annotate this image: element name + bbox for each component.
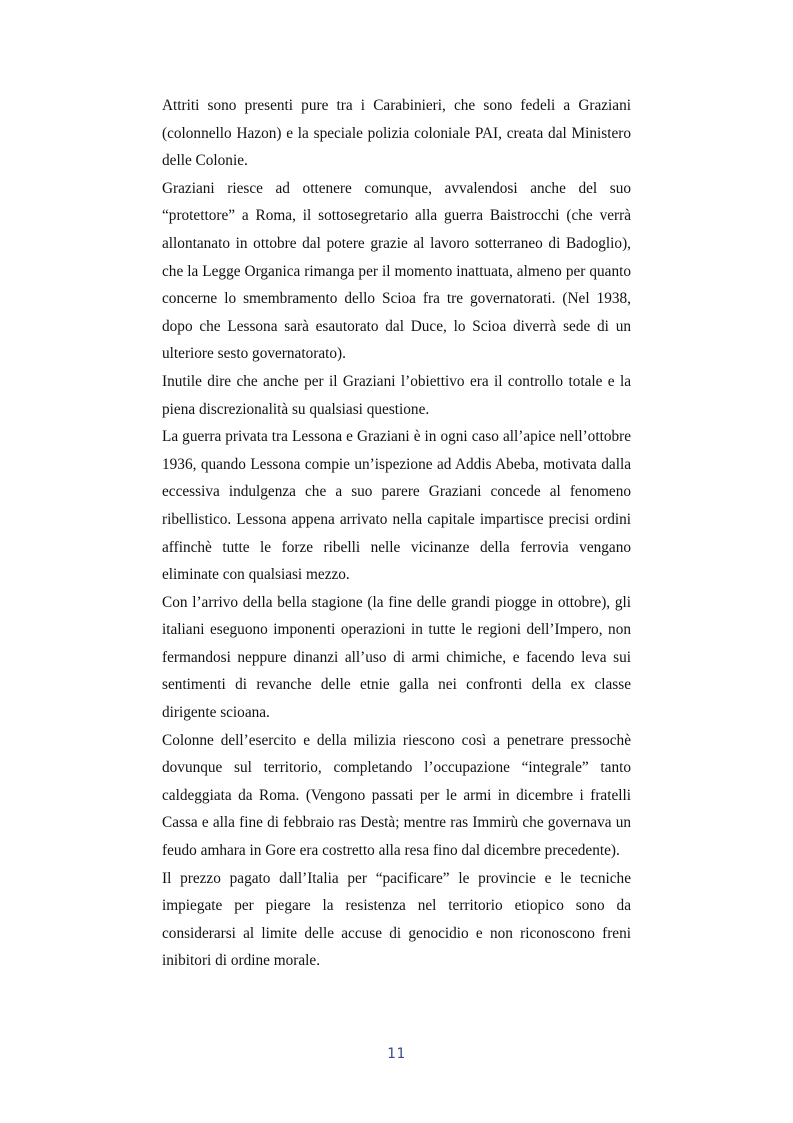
document-body [162,92,631,975]
paragraph-obiettivo: Inutile dire che anche per il Graziani l’obiettivo era il controllo totale e la piena discrezionalità su qualsiasi questione. [162,372,631,418]
page-number: 11 [387,1046,406,1062]
paragraph-bella-stagione: Con l’arrivo della bella stagione (la fine delle grandi piogge in ottobre), gli italiani eseguono imponenti operazioni in tutte le regioni dell’Impero, non fermandosi neppure dinanzi all’uso di armi chimiche, e facendo leva sui sentimenti di revanche delle etnie galla nei confronti della ex classe dirigente scioana. [162,593,631,722]
paragraph-guerra-privata: La guerra privata tra Lessona e Graziani è in ogni caso all’apice nell’ottobre 1936, quando Lessona compie un’ispezione ad Addis Abeba, motivata dalla eccessiva indulgenza che a suo parere Graziani concede al fenomeno ribellistico. Lessona appena arrivato nella capitale impartisce precisi ordini affinchè tutte le forze ribelli nelle vicinanze della ferrovia vengano eliminate con qualsiasi mezzo. [162,428,631,584]
paragraph-colonne: Colonne dell’esercito e della milizia riescono così a penetrare pressochè dovunque sul territorio, completando l’occupazione “integrale” tanto caldeggiata da Roma. (Vengono passati per le armi in dicembre i fratelli Cassa e alla fine di febbraio ras Destà; mentre ras Immirù che governava un feudo amhara in Gore era costretto alla resa fino dal dicembre precedente). [162,731,631,860]
paragraph-prezzo: Il prezzo pagato dall’Italia per “pacificare” le provincie e le tecniche impiegate per piegare la resistenza nel territorio etiopico sono da considerarsi al limite delle accuse di genocidio e non riconoscono freni inibitori di ordine morale. [162,869,631,970]
paragraph-carabinieri: Attriti sono presenti pure tra i Carabinieri, che sono fedeli a Graziani (colonnello Hazon) e la speciale polizia coloniale PAI, creata dal Ministero delle Colonie. [162,97,631,170]
paragraph-legge-organica: Graziani riesce ad ottenere comunque, avvalendosi anche del suo “protettore” a Roma, il sottosegretario alla guerra Baistrocchi (che verrà allontanato in ottobre dal potere grazie al lavoro sotterraneo di Badoglio), che la Legge Organica rimanga per il momento inattuata, almeno per quanto concerne lo smembramento dello Scioa fra tre governatorati. (Nel 1938, dopo che Lessona sarà esautorato dal Duce, lo Scioa diverrà sede di un ulteriore sesto governatorato). [162,179,631,363]
